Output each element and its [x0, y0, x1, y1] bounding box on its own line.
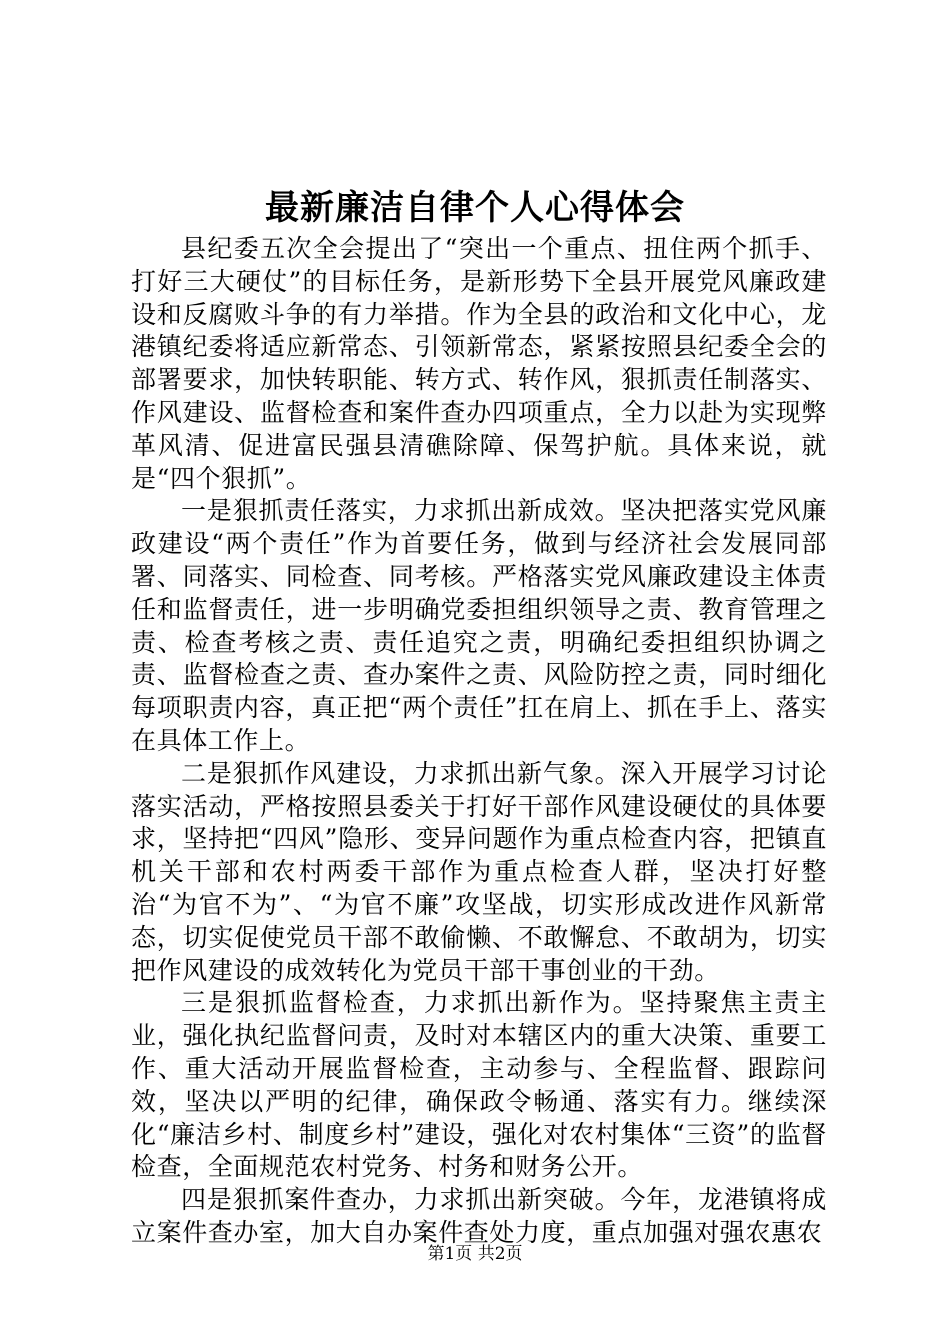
- page-number-footer: 第1页 共2页: [427, 1244, 523, 1264]
- document-title: 最新廉洁自律个人心得体会: [265, 188, 685, 228]
- document-body: [131, 233, 827, 1250]
- paragraph-point-3: 三是狠抓监督检查，力求抓出新作为。坚持聚焦主责主业，强化执纪监督问责，及时对本辖区内的重大决策、重要工作、重大活动开展监督检查，主动参与、全程监督、跟踪问效，坚决以严明的纪律，确保政令畅通、落实有力。继续深化“廉洁乡村、制度乡村”建设，强化对农村集体“三资”的监督检查，全面规范农村党务、村务和财务公开。: [131, 988, 827, 1182]
- paragraph-point-1: 一是狠抓责任落实，力求抓出新成效。坚决把落实党风廉政建设“两个责任”作为首要任务，做到与经济社会发展同部署、同落实、同检查、同考核。严格落实党风廉政建设主体责任和监督责任，进一步明确党委担组织领导之责、教育管理之责、检查考核之责、责任追究之责，明确纪委担组织协调之责、监督检查之责、查办案件之责、风险防控之责，同时细化每项职责内容，真正把“两个责任”扛在肩上、抓在手上、落实在具体工作上。: [131, 496, 827, 755]
- paragraph-point-4: 四是狠抓案件查办，力求抓出新突破。今年，龙港镇将成立案件查办室，加大自办案件查处力度，重点加强对强农惠农: [131, 1185, 827, 1247]
- paragraph-intro: 县纪委五次全会提出了“突出一个重点、扭住两个抓手、打好三大硬仗”的目标任务，是新形势下全县开展党风廉政建设和反腐败斗争的有力举措。作为全县的政治和文化中心，龙港镇纪委将适应新常态、引领新常态，紧紧按照县纪委全会的部署要求，加快转职能、转方式、转作风，狠抓责任制落实、作风建设、监督检查和案件查办四项重点，全力以赴为实现弊革风清、促进富民强县清礁除障、保驾护航。具体来说，就是“四个狠抓”。: [131, 234, 827, 493]
- paragraph-point-2: 二是狠抓作风建设，力求抓出新气象。深入开展学习讨论落实活动，严格按照县委关于打好干部作风建设硬仗的具体要求，坚持把“四风”隐形、变异问题作为重点检查内容，把镇直机关干部和农村两委干部作为重点检查人群，坚决打好整治“为官不为”、“为官不廉”攻坚战，切实形成改进作风新常态，切实促使党员干部不敢偷懒、不敢懈怠、不敢胡为，切实把作风建设的成效转化为党员干部干事创业的干劲。: [131, 758, 827, 985]
